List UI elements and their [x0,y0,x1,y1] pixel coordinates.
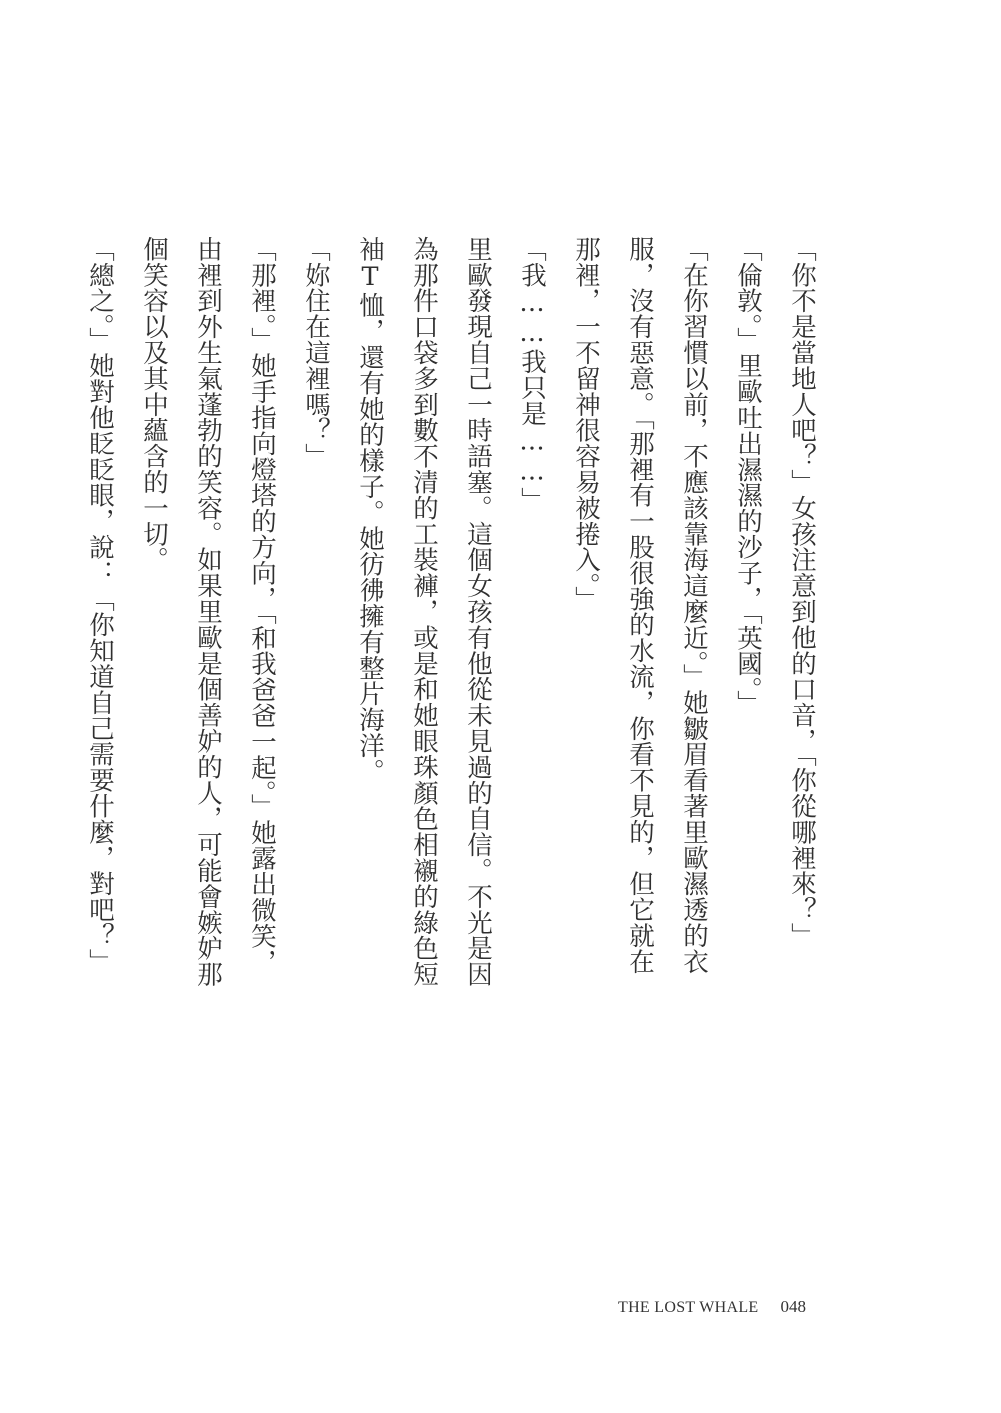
paragraph-2: 「倫敦。」里歐吐出濕濕的沙子，「英國。」 [733,236,763,716]
paragraph-7: 「那裡。」她手指向燈塔的方向，「和我爸爸一起。」她露出微笑，由裡到外生氣蓬勃的笑容。如果里歐是個善妒的人，可能會嫉妒那個笑容以及其中蘊含的一切。 [139,236,277,988]
running-title: THE LOST WHALE [618,1299,759,1316]
paragraph-4: 「我……我只是……」 [517,236,547,513]
paragraph-3: 「在你習慣以前，不應該靠海這麼近。」她皺眉看著里歐濕透的衣服，沒有惡意。「那裡有一股很強的水流，你看不見的，但它就在那裡，一不留神很容易被捲入。」 [571,236,709,975]
paragraph-6: 「妳住在這裡嗎？」 [301,236,331,470]
page-number: 048 [780,1297,806,1316]
paragraph-5: 里歐發現自己一時語塞。這個女孩有他從未見過的自信。不光是因為那件口袋多到數不清的工裝褲，或是和她眼珠顏色相襯的綠色短袖T恤，還有她的樣子。她彷彿擁有整片海洋。 [355,236,493,988]
page-footer [618,1297,806,1317]
paragraph-1: 「你不是當地人吧？」女孩注意到他的口音，「你從哪裡來？」 [787,236,817,949]
paragraph-8: 「總之。」她對他眨眨眼，說：「你知道自己需要什麼，對吧？」 [85,236,115,975]
body-text [73,236,829,996]
